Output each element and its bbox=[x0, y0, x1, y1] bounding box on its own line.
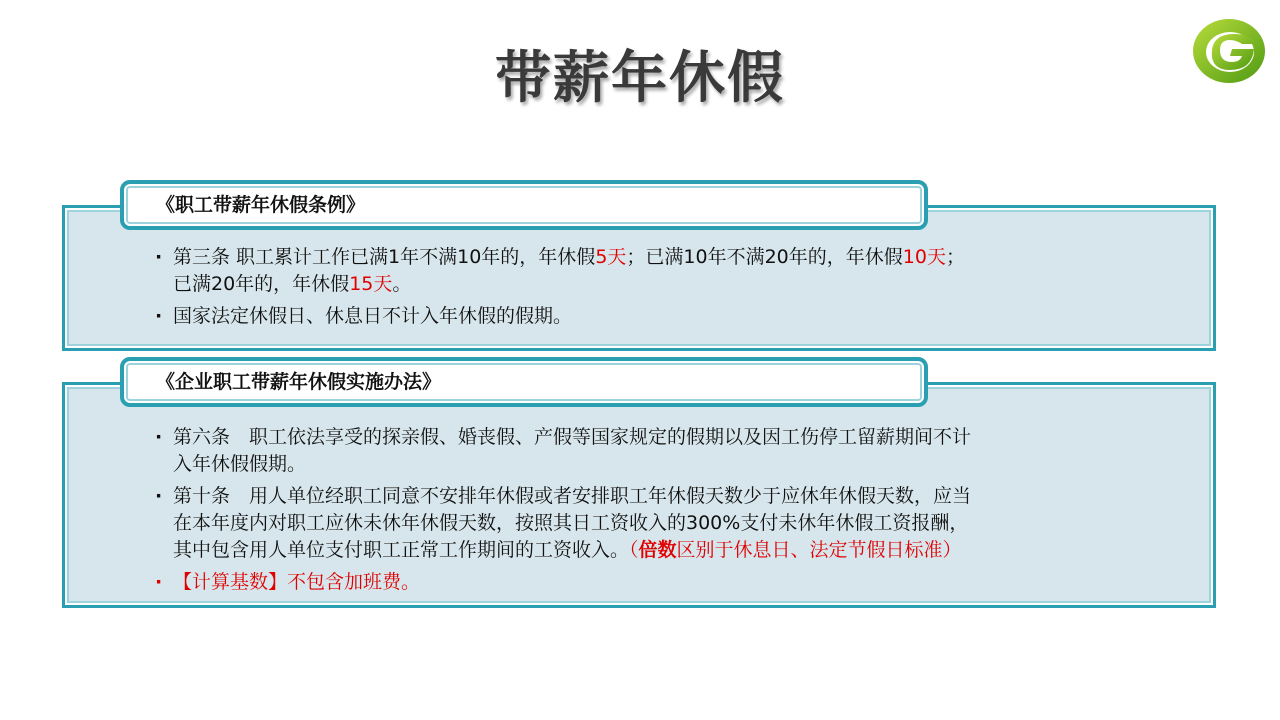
note-text: （倍数区别于休息日、法定节假日标准） bbox=[629, 539, 962, 561]
green-g-logo-icon bbox=[1190, 16, 1268, 86]
list-item: · 第六条 职工依法享受的探亲假、婚丧假、产假等国家规定的假期以及因工伤停工留薪期间不计 入年休假假期。 bbox=[155, 426, 972, 475]
bullet-icon: · bbox=[155, 426, 163, 448]
list-item: · 【计算基数】不包含加班费。 bbox=[153, 569, 1153, 596]
list-item: · 第三条 职工累计工作已满1年不满10年的，年休假5天；已满10年不满20年的，年休假10天； 已满20年的，年休假15天。 bbox=[155, 246, 965, 295]
bullet-icon: · bbox=[155, 305, 163, 327]
highlight-days: 5天 bbox=[595, 246, 627, 268]
bullet-icon: · bbox=[155, 485, 163, 507]
section2-heading: 《企业职工带薪年休假实施办法》 bbox=[120, 357, 928, 407]
slide-title: 带薪年休假 bbox=[495, 46, 785, 111]
bullet-icon: · bbox=[155, 571, 163, 593]
section2-list bbox=[153, 424, 1153, 601]
section1-list bbox=[153, 244, 1153, 335]
highlight-days: 15天 bbox=[349, 273, 393, 295]
list-item: · 国家法定休假日、休息日不计入年休假的假期。 bbox=[153, 303, 1153, 330]
list-item: · 第十条 用人单位经职工同意不安排年休假或者安排职工年休假天数少于应休年休假天数，应当 在本年度内对职工应休未休年休假天数，按照其日工资收入的300%支付未休年休假工资报酬， 其中包含用人单位支付职工正常工作期间的工资收入。（倍数区别于休息日、法定节假日标准） bbox=[155, 485, 972, 561]
highlight-days: 10天 bbox=[902, 246, 946, 268]
bullet-icon: · bbox=[155, 246, 163, 268]
section1-heading: 《职工带薪年休假条例》 bbox=[120, 180, 928, 230]
